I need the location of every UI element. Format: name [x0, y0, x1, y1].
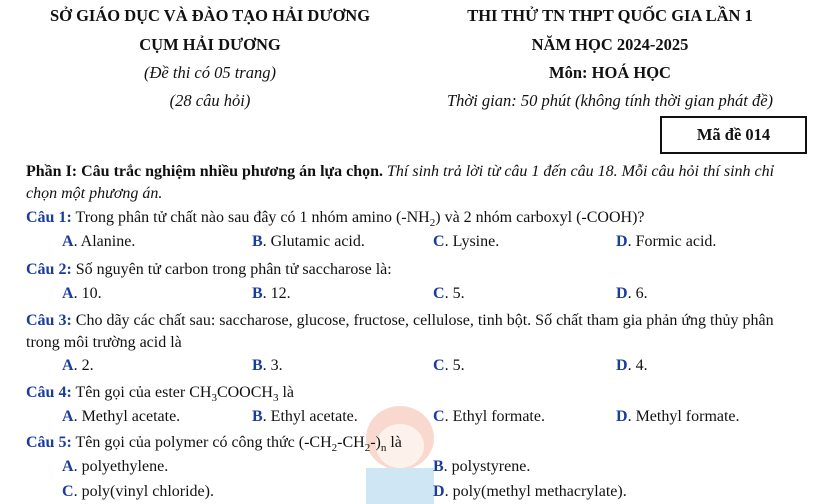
- option-b[interactable]: [252, 408, 358, 426]
- option-a[interactable]: [62, 357, 94, 375]
- question-text: -): [370, 434, 381, 451]
- question-1: [26, 207, 806, 234]
- option-letter: C: [433, 233, 445, 250]
- subscript: 2: [364, 442, 371, 455]
- question-label: Câu 1:: [26, 209, 72, 226]
- subscript: n: [380, 442, 387, 455]
- option-letter: B: [252, 233, 263, 250]
- option-d[interactable]: [616, 357, 648, 375]
- option-letter: B: [252, 357, 263, 374]
- part1-heading: [26, 161, 806, 205]
- option-b[interactable]: [252, 285, 291, 303]
- option-text: . Glutamic acid.: [262, 233, 365, 250]
- option-text: . Ethyl formate.: [444, 408, 545, 425]
- question-text: -CH: [337, 434, 365, 451]
- option-text: . Lysine.: [444, 233, 500, 250]
- option-letter: C: [433, 357, 445, 374]
- option-b[interactable]: [252, 233, 365, 251]
- option-a[interactable]: [62, 233, 135, 251]
- option-letter: B: [252, 408, 263, 425]
- option-letter: A: [62, 285, 74, 302]
- option-text: . poly(methyl methacrylate).: [444, 483, 627, 500]
- header-exam-title: THI THỬ TN THPT QUỐC GIA LẦN 1: [467, 6, 753, 25]
- header-department: SỞ GIÁO DỤC VÀ ĐÀO TẠO HẢI DƯƠNG: [49, 6, 371, 25]
- question-text: Số nguyên tử carbon trong phân tử saccharose là:: [71, 261, 392, 278]
- option-c[interactable]: [433, 408, 545, 426]
- part1-title: Phần I: Câu trắc nghiệm nhiều phương án lựa chọn.: [26, 163, 384, 180]
- question-label: Câu 3:: [26, 312, 72, 329]
- option-c[interactable]: [62, 483, 214, 501]
- question-text: Tên gọi của polymer có công thức (-CH: [71, 434, 332, 451]
- option-letter: D: [433, 483, 445, 500]
- option-c[interactable]: [433, 233, 499, 251]
- question-label: Câu 5:: [26, 434, 72, 451]
- option-text: . Ethyl acetate.: [262, 408, 358, 425]
- option-text: . 5.: [444, 357, 465, 374]
- option-letter: C: [433, 285, 445, 302]
- option-text: . 4.: [627, 357, 648, 374]
- question-label: Câu 4:: [26, 384, 72, 401]
- option-text: . 5.: [444, 285, 465, 302]
- option-letter: C: [62, 483, 74, 500]
- option-text: . Methyl formate.: [627, 408, 740, 425]
- option-letter: A: [62, 408, 74, 425]
- exam-code: Mã đề 014: [696, 125, 771, 144]
- option-letter: D: [616, 233, 628, 250]
- option-d[interactable]: [433, 483, 627, 501]
- header-subject: Môn: HOÁ HỌC: [549, 63, 671, 82]
- option-c[interactable]: [433, 285, 465, 303]
- option-letter: D: [616, 285, 628, 302]
- question-label: Câu 2:: [26, 261, 72, 278]
- option-text: . 10.: [73, 285, 102, 302]
- subscript: 3: [211, 392, 217, 405]
- question-text: Tên gọi của ester CH: [71, 384, 212, 401]
- question-4: [26, 382, 806, 409]
- question-text: Trong phân tử chất nào sau đây có 1 nhóm amino (-NH: [71, 209, 430, 226]
- question-3: [26, 310, 806, 354]
- option-text: . 12.: [262, 285, 291, 302]
- header-question-count: (28 câu hỏi): [169, 91, 251, 110]
- header-duration: Thời gian: 50 phút (không tính thời gian phát đề): [446, 91, 774, 110]
- question-text: Cho dãy các chất sau: saccharose, glucose, fructose, cellulose, tinh bột. Số chất tham gia phản ứng thủy phân trong môi trường acid là: [26, 312, 774, 351]
- option-d[interactable]: [616, 285, 648, 303]
- option-text: . Methyl acetate.: [73, 408, 181, 425]
- question-5: [26, 432, 806, 459]
- exam-code-box: [660, 116, 807, 154]
- option-d[interactable]: [616, 233, 716, 251]
- option-letter: B: [433, 458, 444, 475]
- header-pages-note: (Đề thi có 05 trang): [144, 63, 276, 82]
- option-text: . 6.: [627, 285, 648, 302]
- option-text: . polyethylene.: [73, 458, 169, 475]
- option-letter: B: [252, 285, 263, 302]
- option-text: . polystyrene.: [443, 458, 531, 475]
- option-text: . poly(vinyl chloride).: [73, 483, 214, 500]
- question-text: là: [278, 384, 295, 401]
- option-a[interactable]: [62, 458, 168, 476]
- question-text: ) và 2 nhóm carboxyl (-COOH)?: [435, 209, 645, 226]
- option-b[interactable]: [433, 458, 530, 476]
- option-a[interactable]: [62, 408, 180, 426]
- option-letter: A: [62, 357, 74, 374]
- subscript: 3: [272, 392, 279, 405]
- part1-instruction: Thí sinh trả lời từ câu 1 đến câu 18. Mỗi câu hỏi thí sinh chỉ chọn một phương án.: [26, 163, 775, 202]
- option-letter: A: [62, 458, 74, 475]
- option-letter: A: [62, 233, 74, 250]
- subscript: 2: [429, 217, 436, 230]
- question-2: [26, 259, 806, 281]
- option-a[interactable]: [62, 285, 102, 303]
- header-school-year: NĂM HỌC 2024-2025: [531, 35, 689, 54]
- option-text: . 3.: [262, 357, 283, 374]
- option-d[interactable]: [616, 408, 740, 426]
- question-text: là: [386, 434, 402, 451]
- option-text: . Formic acid.: [627, 233, 717, 250]
- question-text: COOCH: [216, 384, 273, 401]
- header-cluster: CỤM HẢI DƯƠNG: [139, 35, 281, 54]
- option-letter: D: [616, 408, 628, 425]
- option-text: . 2.: [73, 357, 94, 374]
- option-letter: D: [616, 357, 628, 374]
- option-b[interactable]: [252, 357, 283, 375]
- option-letter: C: [433, 408, 445, 425]
- subscript: 2: [331, 442, 338, 455]
- option-c[interactable]: [433, 357, 465, 375]
- option-text: . Alanine.: [73, 233, 136, 250]
